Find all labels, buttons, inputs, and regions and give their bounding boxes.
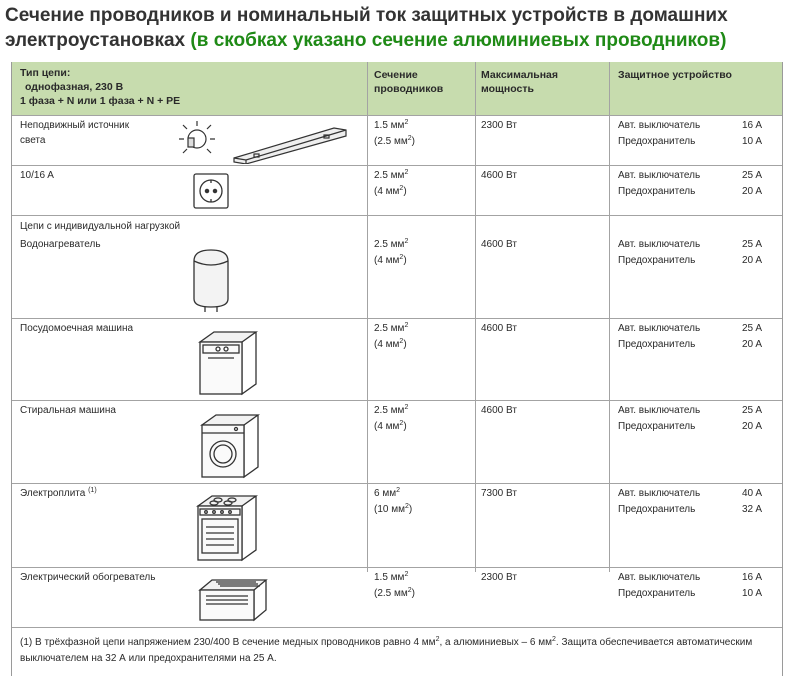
row-water-heater-ratings: 25 A 20 A <box>741 239 762 266</box>
washing-machine-icon <box>200 411 262 479</box>
row-stove-device-labels: Авт. выключатель Предохранитель <box>618 488 701 515</box>
row-dishwasher-name: Посудомоечная машина <box>20 323 134 334</box>
water-heater-icon <box>188 247 234 313</box>
socket-icon <box>192 172 232 212</box>
row-dishwasher-section: 2.5 $мм^2$ (4 $мм^2$) <box>374 322 409 350</box>
header-cross-section: Сечение проводников <box>374 69 444 95</box>
row-light-ratings: 16 A 10 A <box>741 120 762 147</box>
row-socket-ratings: 25 A 20 A <box>741 170 762 197</box>
row-light-power: 2300 Вт <box>481 120 517 131</box>
row-water-heater-device-labels: Авт. выключатель Предохранитель <box>618 239 701 266</box>
row-light-name: Неподвижный источник света <box>20 120 130 146</box>
row-heater-power: 2300 Вт <box>481 572 517 583</box>
row-socket-device-labels: Авт. выключатель Предохранитель <box>618 170 701 197</box>
row-light-device-labels: Авт. выключатель Предохранитель <box>618 120 701 147</box>
row-stove-ratings: 40 A 32 A <box>741 488 762 515</box>
page-title <box>5 3 795 53</box>
row-water-heater-section: 2.5 $мм^2$ (4 $мм^2$) <box>374 238 409 266</box>
light-icon <box>174 118 354 164</box>
row-stove-power: 7300 Вт <box>481 488 517 499</box>
title-main: Сечение проводников и номинальный ток защитных устройств в домашних электроустановках <box>5 5 728 51</box>
group-individual-load: Цепи с индивидуальной нагрузкой <box>20 221 181 232</box>
row-socket-section: 2.5 $мм^2$ (4 $мм^2$) <box>374 169 409 197</box>
dishwasher-icon <box>198 328 260 396</box>
row-stove-name: Электроплита $^{(1)}$ <box>20 487 97 499</box>
row-stove-section: 6 $мм^2$ (10 $мм^2$) <box>374 487 413 515</box>
row-heater-device-labels: Авт. выключатель Предохранитель <box>618 572 701 599</box>
row-heater-section: 1.5 $мм^2$ (2.5 $мм^2$) <box>374 571 416 599</box>
row-dishwasher-ratings: 25 A 20 A <box>741 323 762 350</box>
row-socket-power: 4600 Вт <box>481 170 517 181</box>
row-washer-power: 4600 Вт <box>481 405 517 416</box>
cable-table <box>11 62 783 676</box>
header-circuit-type: Тип цепи: однофазная, 230 В 1 фаза + N или 1 фаза + N + PE <box>20 67 181 107</box>
header-max-power: Максимальная мощность <box>481 69 559 95</box>
row-washer-ratings: 25 A 20 A <box>741 405 762 432</box>
header-protection: Защитное устройство <box>618 69 732 81</box>
row-heater-ratings: 16 A 10 A <box>741 572 762 599</box>
stove-icon <box>196 490 260 562</box>
row-dishwasher-power: 4600 Вт <box>481 323 517 334</box>
row-water-heater-power: 4600 Вт <box>481 239 517 250</box>
row-light-section: 1.5 $мм^2$ (2.5 $мм^2$) <box>374 119 416 147</box>
row-washer-device-labels: Авт. выключатель Предохранитель <box>618 405 701 432</box>
row-washer-section: 2.5 $мм^2$ (4 $мм^2$) <box>374 404 409 432</box>
row-water-heater-name: Водонагреватель <box>20 239 101 250</box>
footnote: (1) В трёхфазной цепи напряжением 230/400 В сечение медных проводников равно 4 $мм^2$, а алюминиевых – 6 $мм^2$. Защита обеспечивается автоматическим выключателем на 32 А или предохранителями на 25 А. <box>20 636 753 664</box>
row-dishwasher-device-labels: Авт. выключатель Предохранитель <box>618 323 701 350</box>
row-washer-name: Стиральная машина <box>20 405 116 416</box>
row-heater-name: Электрический обогреватель <box>20 572 156 583</box>
row-socket-name: 10/16 A <box>20 170 54 181</box>
title-note: (в скобках указано сечение алюминиевых проводников) <box>190 30 727 51</box>
heater-icon <box>196 572 270 624</box>
